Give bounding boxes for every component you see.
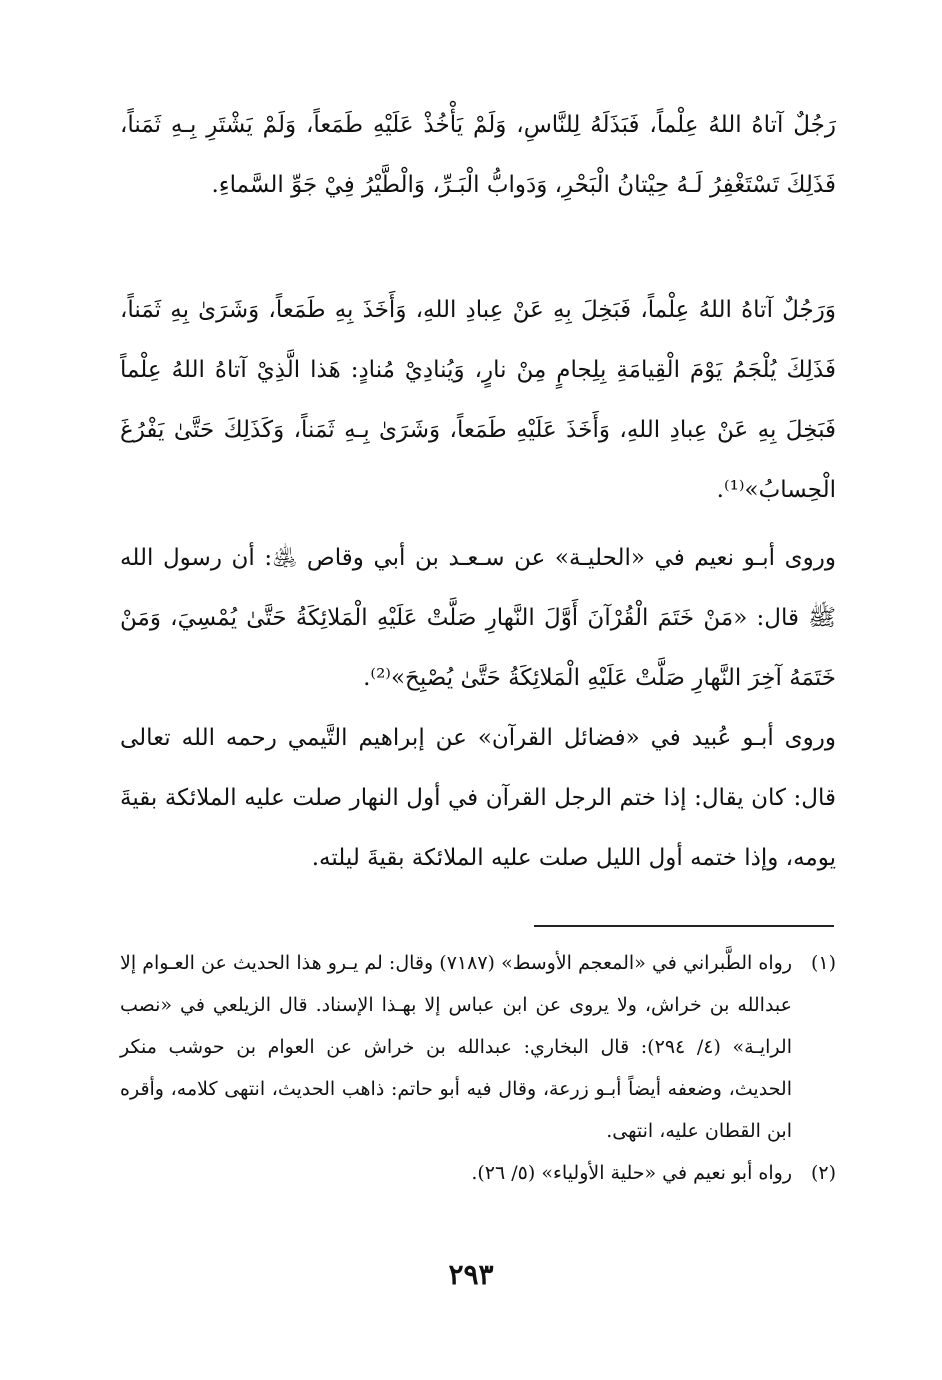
footnotes [120, 942, 836, 1194]
paragraph-abu-nuaim-narration: وروى أبـو نعيم في «الحليـة» عن سـعـد بن أبي وقاص ﵁: أن رسول الله ﷺ قال: «مَنْ خَتَمَ الْقُرْآنَ أَوَّلَ النَّهارِ صَلَّتْ عَلَيْهِ الْمَلائِكَةُ حَتَّىٰ يُمْسِيَ، وَمَنْ خَتَمَهُ آخِرَ النَّهارِ صَلَّتْ عَلَيْهِ الْمَلائِكَةُ حَتَّىٰ يُصْبِحَ»⁽²⁾. [120, 545, 836, 691]
footnote-text: رواه أبو نعيم في «حلية الأولياء» (٥/ ٢٦). [471, 1162, 792, 1184]
footnote-number: (٢) [810, 1162, 836, 1184]
paragraph-hadith-first-man: رَجُلٌ آتاهُ اللهُ عِلْماً، فَبَذَلَهُ لِلنَّاسِ، وَلَمْ يَأْخُذْ عَلَيْهِ طَمَعاً، وَلَمْ يَشْتَرِ بِـهِ ثَمَناً، فَذَلِكَ تَسْتَغْفِرُ لَـهُ حِيْتانُ الْبَحْرِ، وَدَوابُّ الْبَـرِّ، وَالْطَّيْرُ فِيْ جَوِّ السَّماءِ. [120, 112, 836, 198]
footnote-text: رواه الطَّبراني في «المعجم الأوسط» (٧١٨٧) وقال: لم يـرو هذا الحديث عن العـوام إلا عبدالله بن خراش، ولا يروى عن ابن عباس إلا بهـذا الإسناد. قال الزيلعي في «نصب الرايـة» (٤/ ٢٩٤): قال البخاري: عبدالله بن خراش عن العوام بن حوشب منكر الحديث، وضعفه أيضاً أبـو زرعة، وقال فيه أبو حاتم: ذاهب الحديث، انتهى كلامه، وأقره ابن القطان عليه، انتهى. [120, 952, 792, 1142]
footnote-separator [534, 925, 834, 927]
paragraph-hadith-second-man: وَرَجُلٌ آتاهُ اللهُ عِلْماً، فَبَخِلَ بِهِ عَنْ عِبادِ اللهِ، وَأَخَذَ بِهِ طَمَعاً، وَشَرَىٰ بِهِ ثَمَناً، فَذَلِكَ يُلْجَمُ يَوْمَ الْقِيامَةِ بِلِجامٍ مِنْ نارٍ، وَيُنادِيْ مُنادٍ: هَذا الَّذِيْ آتاهُ اللهُ عِلْماً فَبَخِلَ بِهِ عَنْ عِبادِ اللهِ، وَأَخَذَ عَلَيْهِ طَمَعاً، وَشَرَىٰ بِـهِ ثَمَناً، وَكَذَلِكَ حَتَّىٰ يَفْرُغَ الْحِسابُ»⁽¹⁾. [120, 297, 836, 503]
footnote-1 [120, 942, 836, 1152]
paragraph-abu-ubaid-narration: وروى أبـو عُبيد في «فضائل القرآن» عن إبراهيم التَّيمي رحمه الله تعالى قال: كان يقال: إذا ختم الرجل القرآن في أول النهار صلت عليه الملائكة بقيةَ يومه، وإذا ختمه أول الليل صلت عليه الملائكة بقيةَ ليلته. [120, 725, 837, 871]
page-number: ٢٩٣ [448, 1258, 494, 1291]
footnote-2 [120, 1152, 836, 1194]
footnote-number: (١) [810, 952, 836, 974]
